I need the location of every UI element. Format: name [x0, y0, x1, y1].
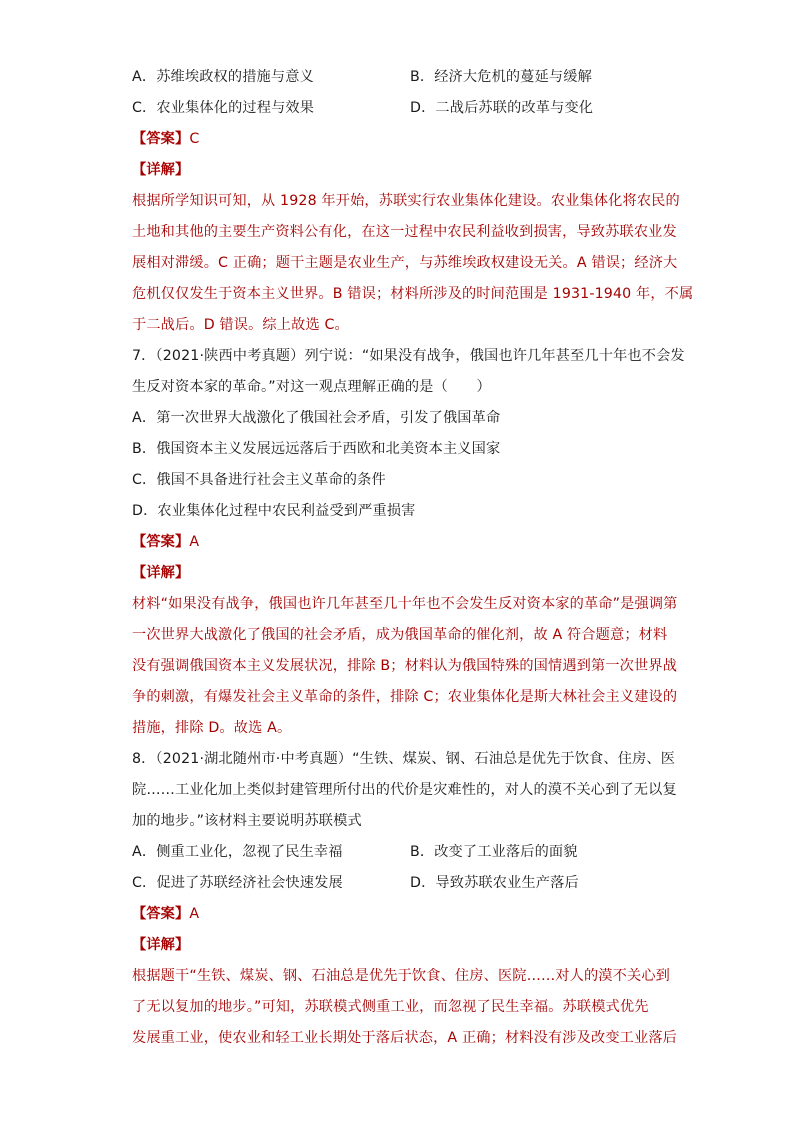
q8-option-c: C．促进了苏联经济社会快速发展	[132, 875, 343, 891]
q6-detail-line: 危机仅仅发生于资本主义世界。B 错误；材料所涉及的时间范围是 1931-1940 年，不属	[132, 286, 694, 302]
detail-label: 【详解】	[132, 937, 190, 953]
q8-stem-line: 8．（2021·湖北随州市·中考真题）“生铁、煤炭、钢、石油总是优先于饮食、住房、医	[132, 751, 676, 767]
q6-detail-line: 展相对滞缓。C 正确；题干主题是农业生产，与苏维埃政权建设无关。A 错误；经济大	[132, 255, 678, 271]
q8-option-a: A．侧重工业化，忽视了民生幸福	[132, 844, 343, 860]
q8-detail-line: 根据题干“生铁、煤炭、钢、石油总是优先于饮食、住房、医院……对人的漠不关心到	[132, 968, 670, 984]
q6-option-c: C．农业集体化的过程与效果	[132, 100, 315, 116]
q7-detail-label	[132, 563, 189, 583]
q6-detail-label	[132, 160, 189, 180]
answer-value: A	[189, 534, 200, 550]
q8-stem-line: 加的地步。”该材料主要说明苏联模式	[132, 813, 362, 829]
q8-detail-line: 了无以复加的地步。”可知，苏联模式侧重工业，而忽视了民生幸福。苏联模式优先	[132, 999, 649, 1015]
answer-label: 【答案】	[132, 131, 190, 147]
q7-answer	[132, 532, 199, 552]
q7-detail-line: 材料“如果没有战争，俄国也许几年甚至几十年也不会发生反对资本家的革命”是强调第	[132, 596, 678, 612]
q6-option-d: D．二战后苏联的改革与变化	[410, 100, 594, 116]
q8-option-d: D．导致苏联农业生产落后	[410, 875, 579, 891]
q6-detail-line: 土地和其他的主要生产资料公有化，在这一过程中农民利益收到损害，导致苏联农业发	[132, 224, 677, 240]
q8-option-b: B．改变了工业落后的面貌	[410, 844, 578, 860]
q7-option-d: D．农业集体化过程中农民利益受到严重损害	[132, 503, 416, 519]
q7-option-c: C．俄国不具备进行社会主义革命的条件	[132, 472, 386, 488]
q6-option-a: A．苏维埃政权的措施与意义	[132, 69, 314, 85]
q6-detail-line: 根据所学知识可知，从 1928 年开始，苏联实行农业集体化建设。农业集体化将农民的	[132, 193, 680, 209]
detail-label: 【详解】	[132, 565, 190, 581]
q6-detail-line: 于二战后。D 错误。综上故选 C。	[132, 317, 349, 333]
q8-answer	[132, 904, 199, 924]
answer-label: 【答案】	[132, 906, 190, 922]
q7-detail-line: 争的刺激，有爆发社会主义革命的条件，排除 C；农业集体化是斯大林社会主义建设的	[132, 689, 678, 705]
q8-stem-line: 院……工业化加上类似封建管理所付出的代价是灾难性的，对人的漠不关心到了无以复	[132, 782, 677, 798]
q7-stem-line: 生反对资本家的革命。”对这一观点理解正确的是（ ）	[132, 379, 491, 395]
q6-answer	[132, 129, 199, 149]
q7-detail-line: 一次世界大战激化了俄国的社会矛盾，成为俄国革命的催化剂，故 A 符合题意；材料	[132, 627, 668, 643]
answer-value: C	[189, 131, 200, 147]
answer-value: A	[189, 906, 200, 922]
q6-option-b: B．经济大危机的蔓延与缓解	[410, 69, 592, 85]
q7-detail-line: 没有强调俄国资本主义发展状况，排除 B；材料认为俄国特殊的国情遇到第一次世界战	[132, 658, 678, 674]
answer-label: 【答案】	[132, 534, 190, 550]
q7-detail-line: 措施，排除 D。故选 A。	[132, 720, 292, 736]
q7-option-a: A．第一次世界大战激化了俄国社会矛盾，引发了俄国革命	[132, 410, 501, 426]
q8-detail-label	[132, 935, 189, 955]
q7-stem-line: 7．（2021·陕西中考真题）列宁说：“如果没有战争，俄国也许几年甚至几十年也不会发	[132, 348, 685, 364]
detail-label: 【详解】	[132, 162, 190, 178]
q8-detail-line: 发展重工业，使农业和轻工业长期处于落后状态，A 正确；材料没有涉及改变工业落后	[132, 1030, 678, 1046]
q7-option-b: B．俄国资本主义发展远远落后于西欧和北美资本主义国家	[132, 441, 501, 457]
